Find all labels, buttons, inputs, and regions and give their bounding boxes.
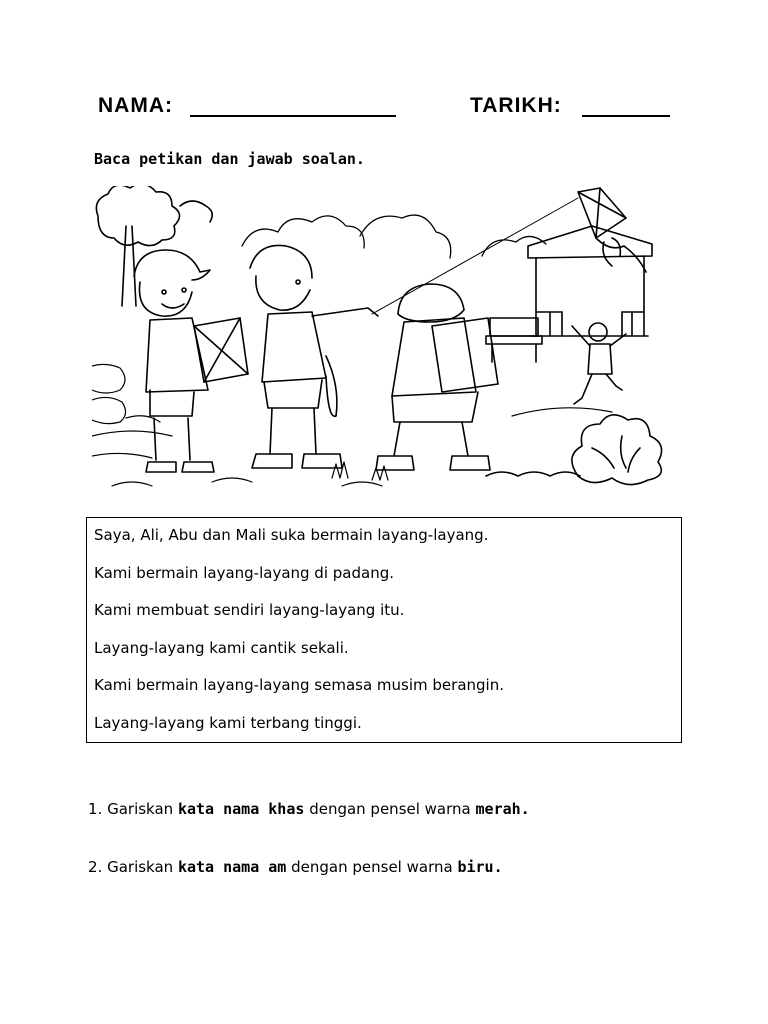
question-color-word: merah.	[475, 800, 530, 818]
reading-passage-box	[86, 517, 682, 743]
name-label: NAMA:	[98, 94, 173, 117]
worksheet-header	[98, 88, 678, 124]
date-blank-line[interactable]	[582, 115, 670, 117]
name-blank-line[interactable]	[190, 115, 396, 117]
passage-line: Kami membuat sendiri layang-layang itu.	[94, 601, 405, 619]
question-number: 2.	[88, 858, 103, 876]
cloud-icon	[242, 215, 546, 258]
pavilion-icon	[528, 226, 652, 336]
question-term: kata nama khas	[177, 800, 305, 818]
tree-icon	[96, 186, 212, 306]
boy-with-string-figure	[250, 245, 378, 468]
running-child-figure	[572, 323, 626, 404]
ground-grass	[92, 408, 612, 486]
question-2	[88, 858, 503, 876]
question-color-word: biru.	[457, 858, 503, 876]
question-1	[88, 800, 530, 818]
passage-line: Kami bermain layang-layang di padang.	[94, 563, 394, 582]
date-label: TARIKH:	[470, 94, 562, 117]
passage-line: Layang-layang kami terbang tinggi.	[94, 713, 362, 732]
boy-with-cap-figure	[134, 250, 248, 472]
question-middle: dengan pensel warna	[309, 800, 471, 818]
question-prefix: Gariskan	[107, 858, 174, 876]
question-number: 1.	[88, 800, 103, 818]
question-prefix: Gariskan	[107, 800, 174, 818]
passage-line: Layang-layang kami cantik sekali.	[94, 638, 349, 657]
passage-line: Saya, Ali, Abu dan Mali suka bermain layang-layang.	[94, 526, 489, 544]
kite-icon	[578, 188, 646, 272]
question-middle: dengan pensel warna	[291, 858, 453, 876]
kite-flying-children-illustration	[92, 186, 672, 504]
boy-back-view-figure	[376, 284, 498, 470]
instruction-text: Baca petikan dan jawab soalan.	[94, 150, 365, 168]
passage-line: Kami bermain layang-layang semasa musim berangin.	[94, 676, 504, 694]
plant-icon	[486, 415, 662, 485]
question-term: kata nama am	[177, 858, 287, 876]
